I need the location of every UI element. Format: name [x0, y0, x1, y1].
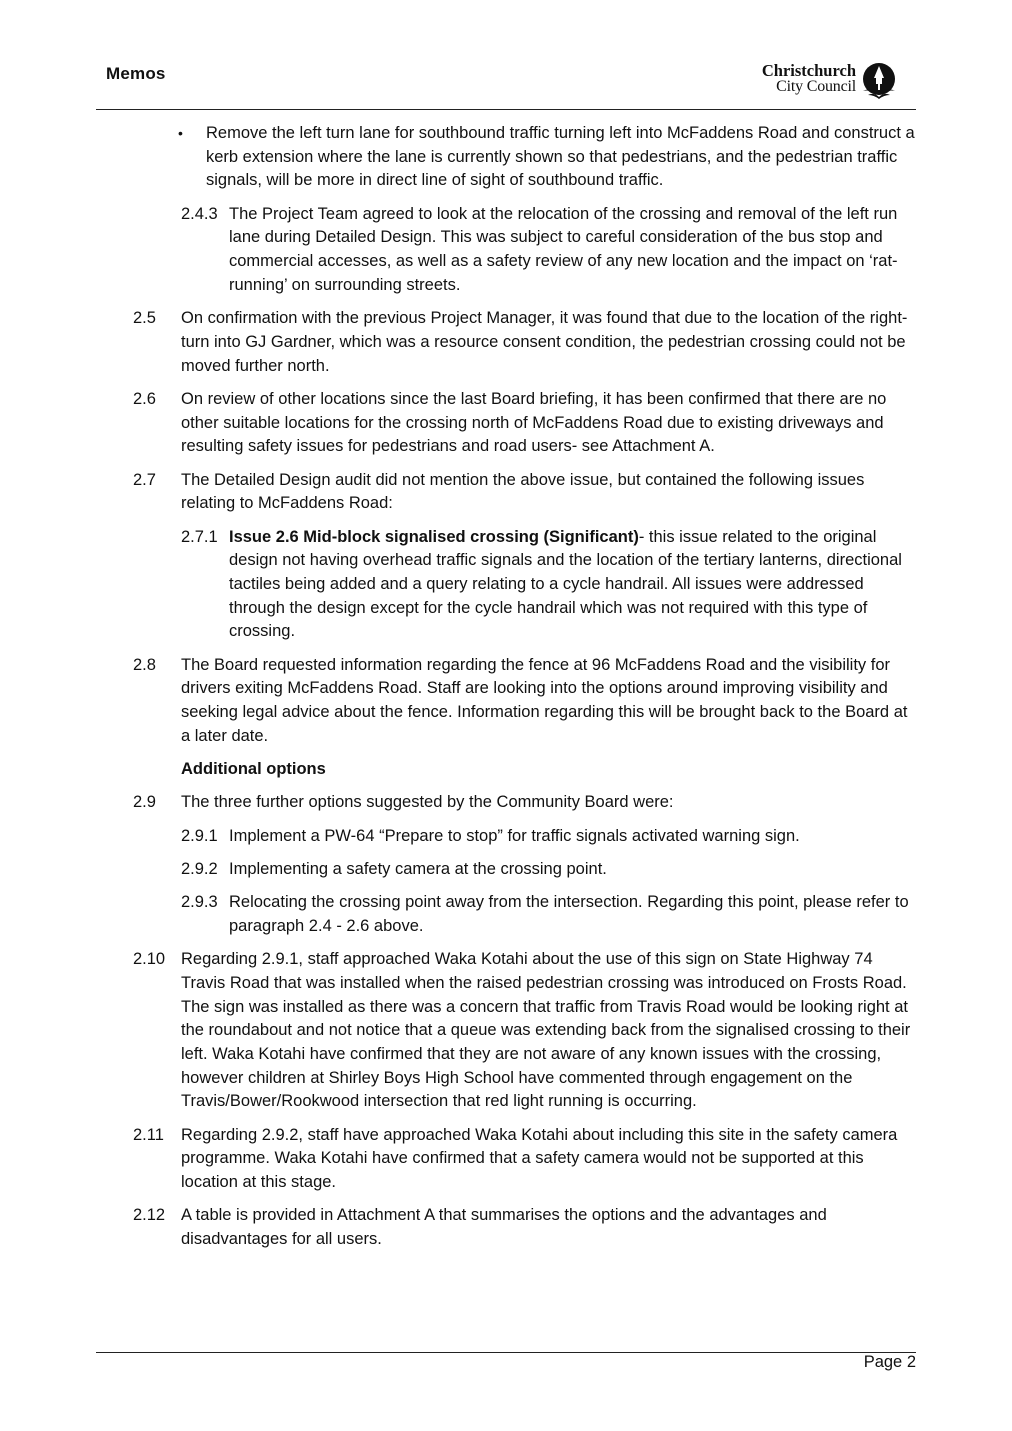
bullet-icon: • — [178, 125, 183, 141]
paragraph-2-4-3 — [0, 203, 1012, 298]
logo-line-1: Christchurch — [761, 61, 856, 80]
paragraph-number: 2.9.2 — [181, 859, 218, 878]
paragraph-2-6 — [0, 388, 1012, 459]
paragraph-2-11 — [0, 1124, 1012, 1195]
paragraph-2-7-1 — [0, 526, 1012, 645]
paragraph-number: 2.4.3 — [181, 204, 218, 223]
issue-title: Issue 2.6 Mid-block signalised crossing (Significant) — [229, 527, 639, 546]
cathedral-emblem-icon — [860, 62, 898, 100]
paragraph-text: Implementing a safety camera at the crossing point. — [229, 859, 607, 878]
bullet-text: Remove the left turn lane for southbound traffic turning left into McFaddens Road and construct a kerb extension where the lane is currently shown so that pedestrians, and the pedestrian traffic signals, will be more in direct line of sight of southbound traffic. — [206, 124, 915, 190]
section-heading — [0, 758, 1012, 782]
paragraph-number: 2.6 — [133, 389, 156, 408]
paragraph-text: On confirmation with the previous Project Manager, it was found that due to the location of the right-turn into GJ Gardner, which was a resource consent condition, the pedestrian crossing could not be moved further north. — [181, 309, 908, 375]
paragraph-text — [229, 526, 915, 645]
list-item — [0, 122, 1012, 193]
paragraph-number: 2.7 — [133, 470, 156, 489]
paragraph-number: 2.7.1 — [181, 527, 218, 546]
paragraph-number: 2.10 — [133, 950, 166, 969]
paragraph-2-9-1 — [0, 825, 1012, 849]
paragraph-2-9 — [0, 791, 1012, 815]
paragraph-text: The three further options suggested by the Community Board were: — [181, 793, 674, 812]
paragraph-text: Implement a PW-64 “Prepare to stop” for traffic signals activated warning sign. — [229, 826, 800, 845]
paragraph-2-12 — [0, 1204, 1012, 1251]
council-logo — [746, 62, 898, 102]
paragraph-number: 2.12 — [133, 1206, 166, 1225]
header-divider — [96, 109, 916, 110]
paragraph-text: The Detailed Design audit did not mention the above issue, but contained the following issues relating to McFaddens Road: — [181, 470, 865, 513]
paragraph-text: On review of other locations since the last Board briefing, it has been confirmed that there are no other suitable locations for the crossing north of McFaddens Road due to existing driveways and resulting safety issues for pedestrians and road users- see Attachment A. — [181, 389, 887, 456]
paragraph-text: The Project Team agreed to look at the relocation of the crossing and removal of the left run lane during Detailed Design. This was subject to careful consideration of the bus stop and commercial accesses, as well as a safety review of any new location and the impact on ‘rat-running’ on surrounding streets. — [229, 204, 898, 294]
paragraph-2-7 — [0, 469, 1012, 516]
footer-divider — [96, 1352, 916, 1353]
paragraph-number: 2.5 — [133, 309, 156, 328]
paragraph-text: A table is provided in Attachment A that summarises the options and the advantages and disadvantages for all users. — [181, 1206, 827, 1249]
memo-body — [0, 122, 1012, 1261]
paragraph-2-8 — [0, 654, 1012, 749]
paragraph-number: 2.9.1 — [181, 826, 218, 845]
paragraph-number: 2.8 — [133, 655, 156, 674]
paragraph-2-10 — [0, 948, 1012, 1114]
paragraph-text: The Board requested information regarding the fence at 96 McFaddens Road and the visibility for drivers exiting McFaddens Road. Staff are looking into the options around improving visibility and seeking legal advice about the fence. Information regarding this will be brought back to the Board at a later date. — [181, 655, 908, 745]
logo-line-2: City Council — [776, 78, 856, 95]
paragraph-2-5 — [0, 307, 1012, 378]
heading-text: Additional options — [181, 760, 326, 779]
header-title: Memos — [106, 64, 166, 83]
paragraph-2-9-2 — [0, 858, 1012, 882]
paragraph-number: 2.9 — [133, 793, 156, 812]
page-number: Page 2 — [863, 1353, 916, 1371]
paragraph-number: 2.9.3 — [181, 893, 218, 912]
paragraph-number: 2.11 — [133, 1125, 164, 1144]
paragraph-text: Regarding 2.9.1, staff approached Waka Kotahi about the use of this sign on State Highway 74 Travis Road that was installed when the raised pedestrian crossing was introduced on Frosts Road. The sign was installed as there was a concern that traffic from Travis Road would be looking right at the roundabout and not notice that a queue was extending back from the signalised crossing to their left. Waka Kotahi have confirmed that they are not aware of any known issues with the crossing, however children at Shirley Boys High School have commented through engagement on the Travis/Bower/Rookwood intersection that red light running is occurring. — [181, 950, 911, 1111]
paragraph-text: Relocating the crossing point away from the intersection. Regarding this point, please refer to paragraph 2.4 - 2.6 above. — [229, 893, 909, 935]
issue-description: - this issue related to the original design not having overhead traffic signals and the location of the tertiary lanterns, directional tactiles being added and a query relating to a cycle handrail. All issues were addressed through the design except for the cycle handrail which was not required with this type of crossing. — [229, 527, 902, 641]
paragraph-2-9-3 — [0, 891, 1012, 938]
paragraph-text: Regarding 2.9.2, staff have approached Waka Kotahi about including this site in the safety camera programme. Waka Kotahi have confirmed that a safety camera would not be supported at this location at this stage. — [181, 1125, 898, 1192]
